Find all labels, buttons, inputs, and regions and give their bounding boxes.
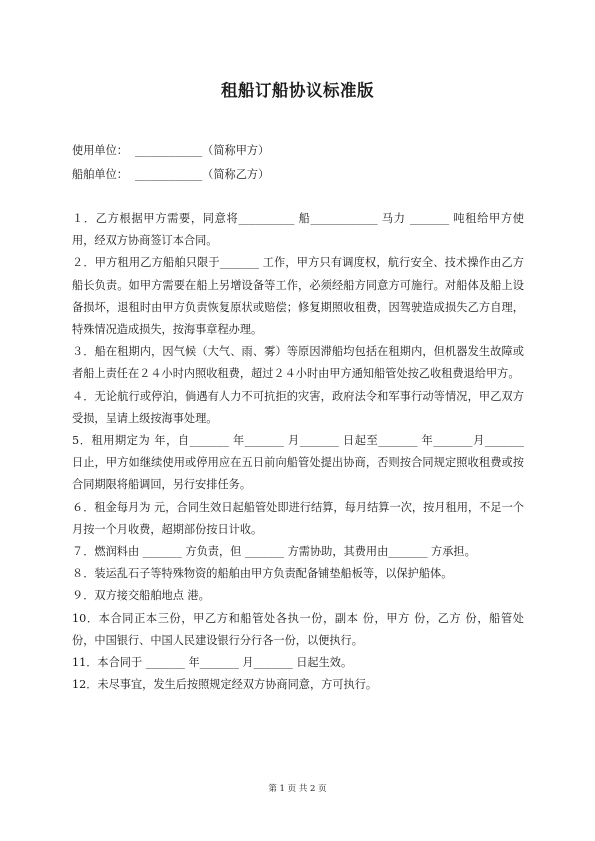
clause-11: 11．本合同于 _______ 年_______ 月_______ 日起生效。 [72,656,353,670]
clause-2: ２．甲方租用乙方船舶只限于_______ 工作，甲方只有调度权，航行安全、技术操作由乙方船长负责。如甲方需要在船上另增设备等工作，必须经船方同意方可施行。对船体及船上设备损坏，退租时由甲方负责恢复原状或赔偿；修复期照收租费，因驾驶造成损失乙方自理，特殊情况造成损失，按海事章程办理。 [72,256,524,337]
clause-7: ７．燃润料由 _______ 方负责，但 _______ 方需协助，其费用由_______ 方承担。 [72,545,476,559]
clause-8: ８．装运乱石子等特殊物资的船舶由甲方负责配备铺垫船板等，以保护船体。 [72,567,453,581]
clause-10: 10．本合同正本三份，甲乙方和船管处各执一份，副本 份，甲方 份，乙方 份，船管处 份，中国银行、中国人民建设银行分行各一份，以便执行。 [72,611,524,647]
contract-body [72,208,524,696]
party-a-line: 使用单位： ____________（简称甲方） [72,144,270,157]
document-title: 租船订船协议标准版 [221,81,374,100]
page-number: 第 1 页 共 2 页 [268,784,327,794]
clause-3: ３．船在租期内，因气候（大气、雨、雾）等原因滞船均包括在租期内，但机器发生故障或者船上责任在２４小时内照收租费，超过２４小时由甲方通知船管处按乙收租费退给甲方。 [72,345,524,381]
clause-6: ６．租金每月为 元，合同生效日起船管处即进行结算，每月结算一次，按月租用，不足一个月按一个月收费，超期部份按日计收。 [72,500,524,536]
clause-5: 5．租用期定为 年，自_______ 年_______ 月_______ 日起至_______ 年_______月_______ 日止，甲方如继续使用或停用应在五日前向船管处提出协商，否则按合同规定照收租费或按合同期限将船调回，另行安排任务。 [72,434,524,492]
clause-4: ４．无论航行或停泊，倘遇有人力不可抗拒的灾害，政府法令和军事行动等情况，甲乙双方受损，呈请上级按海事处理。 [72,389,524,425]
clause-12: 12．未尽事宜，发生后按照规定经双方协商同意，方可执行。 [72,678,378,692]
clause-1: １．乙方根据甲方需要，同意将__________ 船____________ 马力 _______ 吨租给甲方使用，经双方协商签订本合同。 [72,212,524,248]
clause-9: ９．双方接交船舶地点 港。 [72,589,210,603]
party-b-line: 船舶单位： ____________（简称乙方） [72,168,270,181]
